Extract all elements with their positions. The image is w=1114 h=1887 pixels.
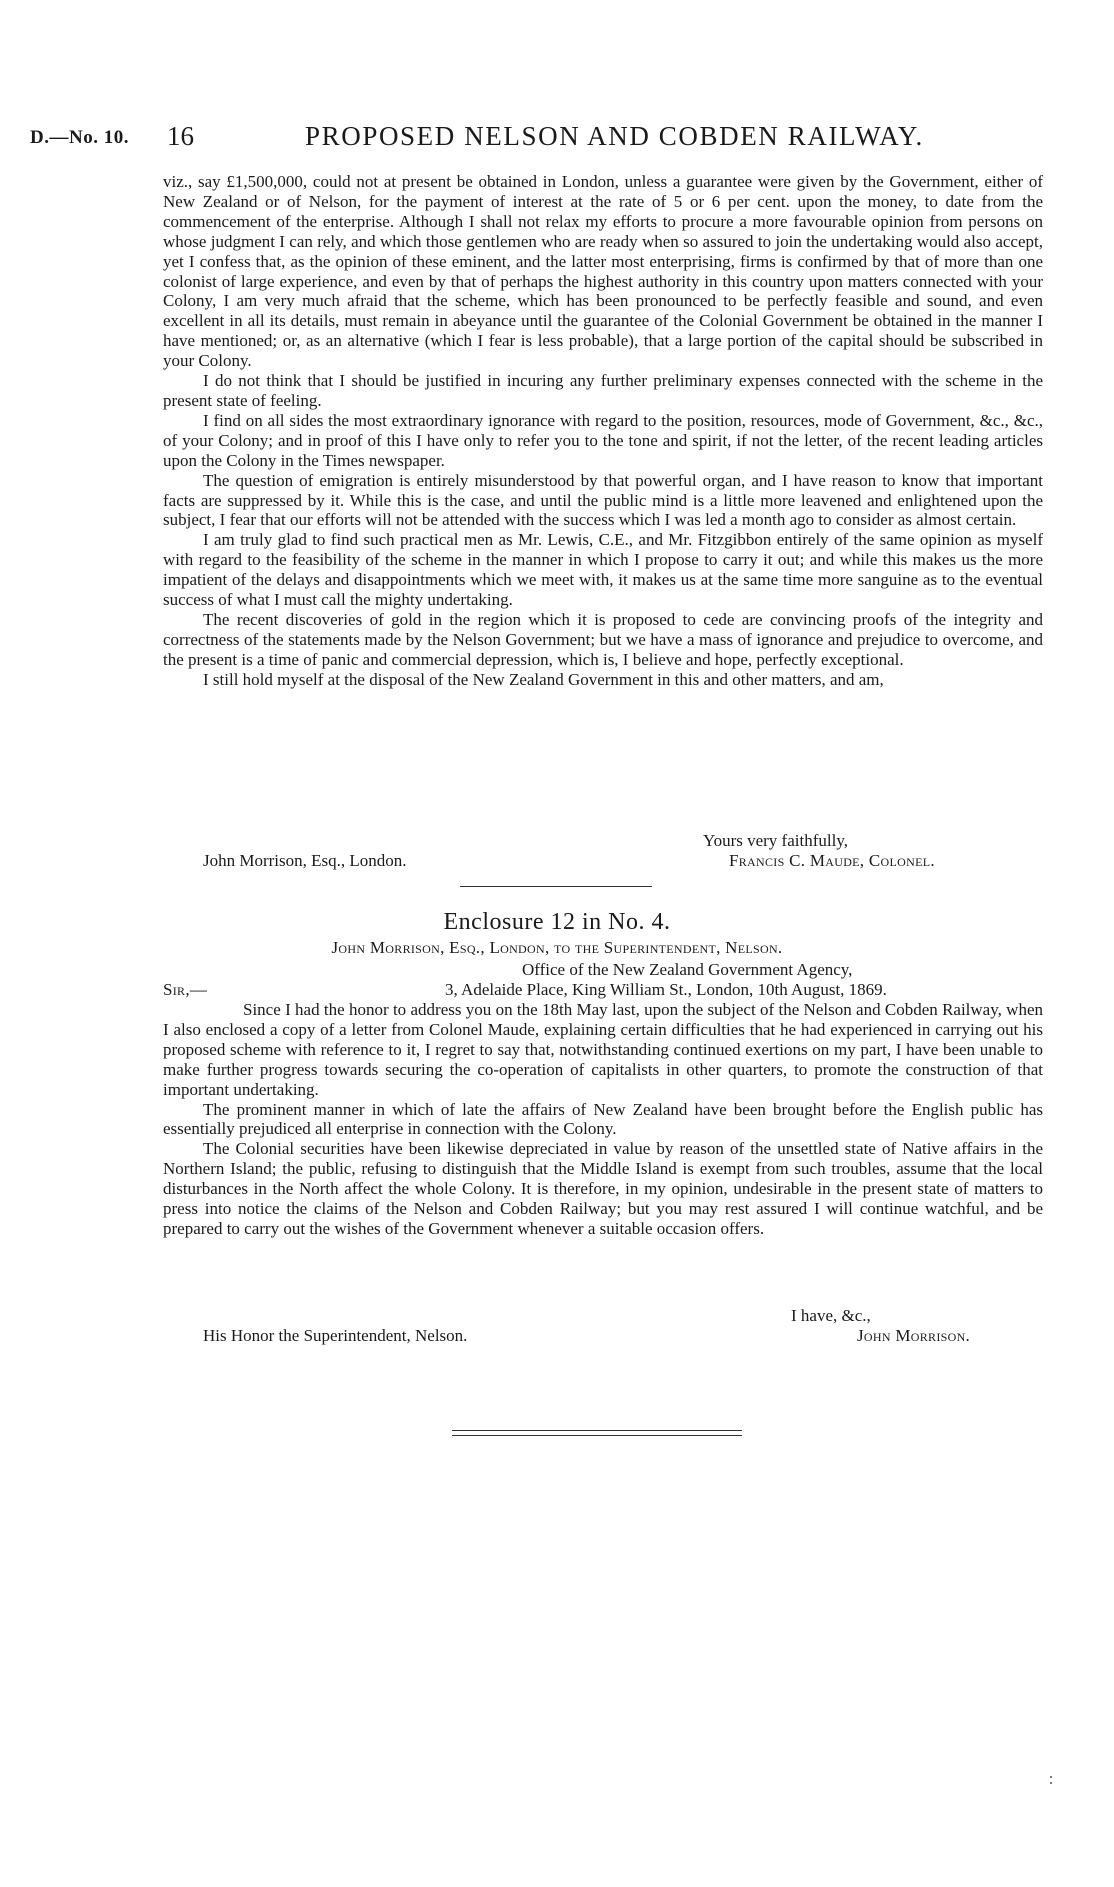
letter-body — [163, 172, 1043, 690]
paragraph: I am truly glad to find such practical men as Mr. Lewis, C.E., and Mr. Fitzgibbon entirely of the same opinion as myself with regard to the feasibility of the scheme in the manner in which I propose to carry it out; and while this makes us the more impatient of the delays and disappointments which we meet with, it makes us at the same time more sanguine as to the eventual success of what I must call the mighty undertaking. — [163, 530, 1043, 610]
enclosure-addressee: His Honor the Superintendent, Nelson. — [203, 1326, 468, 1345]
paragraph: viz., say £1,500,000, could not at present be obtained in London, unless a guarantee were given by the Government, either of New Zealand or of Nelson, for the payment of interest at the rate of 5 or 6 per cent. upon the money, to date from the commencement of the enterprise. Although I shall not relax my efforts to procure a more favourable opinion from persons on whose judgment I can rely, and which those gentlemen who are ready when so assured to join the undertaking would also accept, yet I confess that, as the opinion of these eminent, and the latter most enterprising, firms is confirmed by that of more than one colonist of large experience, and even by that of perhaps the highest authority in this country upon matters connected with your Colony, I am very much afraid that the scheme, which has been pronounced to be perfectly feasible and sound, and even excellent in all its details, must remain in abeyance until the guarantee of the Colonial Government be obtained in the manner I have mentioned; or, as an alternative (which I fear is less probable), that a large portion of the capital should be subscribed in your Colony. — [163, 172, 1043, 371]
paragraph: I do not think that I should be justified in incuring any further preliminary expenses connected with the scheme in the present state of feeling. — [163, 371, 1043, 410]
document-reference: D.—No. 10. — [30, 127, 129, 148]
paragraph: The question of emigration is entirely misunderstood by that powerful organ, and I have reason to know that important facts are suppressed by it. While this is the case, and until the public mind is a little more leavened and enlightened upon the subject, I fear that our efforts will not be attended with the success which I was led a month ago to consider as almost certain. — [163, 470, 1043, 530]
salutation: Sir,— — [163, 980, 208, 999]
end-rule — [452, 1430, 742, 1431]
sender-address: 3, Adelaide Place, King William St., London, 10th August, 1869. — [445, 980, 887, 999]
letter-signature: Francis C. Maude, Colonel. — [729, 851, 935, 870]
page-number: 16 — [167, 121, 194, 151]
page-title: PROPOSED NELSON AND COBDEN RAILWAY. — [305, 121, 924, 151]
page-header — [30, 121, 1030, 161]
sender-office: Office of the New Zealand Government Agency, — [522, 960, 853, 979]
letter-addressee: John Morrison, Esq., London. — [203, 851, 407, 870]
paragraph: I find on all sides the most extraordinary ignorance with regard to the position, resources, mode of Government, &c., &c., of your Colony; and in proof of this I have only to refer you to the tone and spirit, if not the letter, of the recent leading articles upon the Colony in the Times newspaper. — [163, 410, 1043, 470]
section-divider — [460, 886, 652, 887]
paragraph: The Colonial securities have been likewise depreciated in value by reason of the unsettled state of Native affairs in the Northern Island; the public, refusing to distinguish that the Middle Island is exempt from such troubles, assume that the local disturbances in the North affect the whole Colony. It is therefore, in my opinion, undesirable in the present state of matters to press into notice the claims of the Nelson and Cobden Railway; but you may rest assured I will continue watchful, and be prepared to carry out the wishes of the Government whenever a suitable occasion offers. — [163, 1139, 1043, 1238]
enclosure-signature: John Morrison. — [857, 1326, 971, 1345]
page-mark — [1050, 1782, 1052, 1784]
paragraph: I still hold myself at the disposal of the New Zealand Government in this and other matters, and am, — [203, 669, 884, 689]
end-rule — [452, 1435, 742, 1436]
paragraph: The prominent manner in which of late the affairs of New Zealand have been brought before the English public has essentially prejudiced all enterprise in connection with the Colony. — [163, 1099, 1043, 1139]
enclosure-title: Enclosure 12 in No. 4. — [443, 909, 671, 935]
page-mark — [1050, 1776, 1052, 1778]
letter-closing: Yours very faithfully, — [703, 831, 848, 850]
enclosure-closing: I have, &c., — [791, 1306, 871, 1325]
enclosure-body — [163, 1000, 1043, 1239]
enclosure-subtitle: John Morrison, Esq., London, to the Superintendent, Nelson. — [331, 938, 783, 957]
paragraph: The recent discoveries of gold in the region which it is proposed to cede are convincing proofs of the integrity and correctness of the statements made by the Nelson Government; but we have a mass of ignorance and prejudice to overcome, and the present is a time of panic and commercial depression, which is, I believe and hope, perfectly exceptional. — [163, 609, 1043, 669]
paragraph: Since I had the honor to address you on the 18th May last, upon the subject of the Nelson and Cobden Railway, when I also enclosed a copy of a letter from Colonel Maude, explaining certain difficulties that he had experienced in carrying out his proposed scheme with reference to it, I regret to say that, notwithstanding continued exertions on my part, I have been unable to make further progress towards securing the co-operation of capitalists in other quarters, to promote the construction of that important undertaking. — [163, 1000, 1043, 1099]
